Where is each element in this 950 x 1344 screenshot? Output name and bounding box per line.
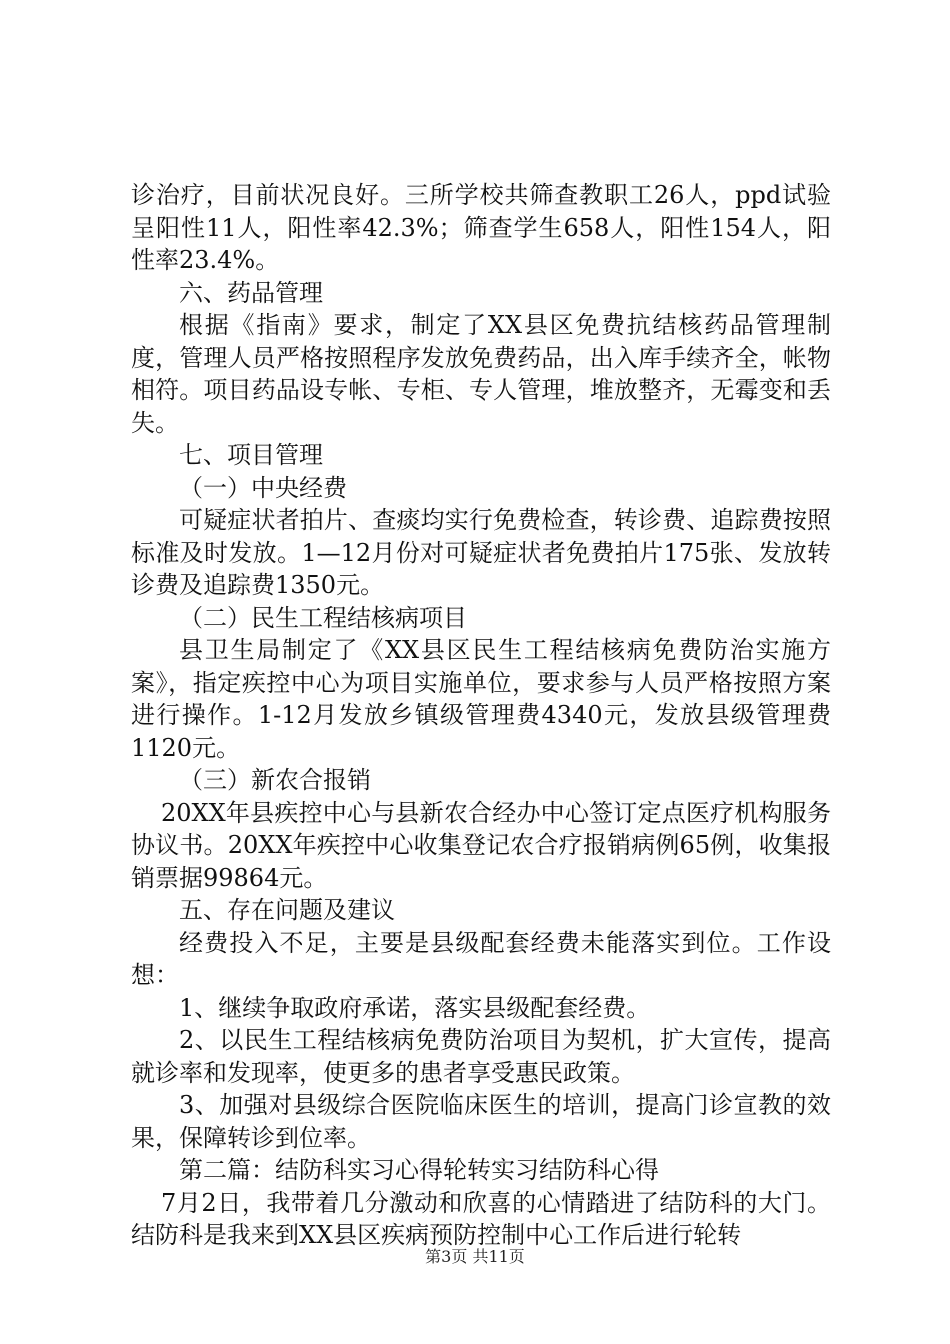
paragraph: 20XX年县疾控中心与县新农合经办中心签订定点医疗机构服务协议书。20XX年疾控中心收集登记农合疗报销病例65例，收集报销票据99864元。 xyxy=(131,798,831,892)
list-item: 3、加强对县级综合医院临床医生的培训，提高门诊宣教的效果，保障转诊到位率。 xyxy=(131,1091,831,1152)
section-heading-problems: 五、存在问题及建议 xyxy=(179,896,395,924)
paragraph: 7月2日，我带着几分激动和欣喜的心情踏进了结防科的大门。结防科是我来到XX县区疾病预防控制中心工作后进行轮转 xyxy=(131,1188,831,1249)
document-body xyxy=(131,179,831,1252)
list-item: 1、继续争取政府承诺，落实县级配套经费。 xyxy=(179,993,651,1022)
paragraph: 可疑症状者拍片、查痰均实行免费检查，转诊费、追踪费按照标准及时发放。1—12月份对可疑症状者免费拍片175张、发放转诊费及追踪费1350元。 xyxy=(131,506,831,599)
subheading-rural-insurance: （三）新农合报销 xyxy=(179,766,371,794)
list-item: 2、以民生工程结核病免费防治项目为契机，扩大宣传，提高就诊率和发现率，使更多的患者享受惠民政策。 xyxy=(131,1026,831,1087)
subheading-livelihood-project: （二）民生工程结核病项目 xyxy=(179,603,467,632)
page-number: 第3页 共11页 xyxy=(425,1247,525,1266)
section-heading-project-management: 七、项目管理 xyxy=(179,441,323,469)
paragraph: 诊治疗，目前状况良好。三所学校共筛查教职工26人，ppd试验呈阳性11人，阳性率42.3%；筛查学生658人，阳性154人，阳性率23.4%。 xyxy=(131,181,831,274)
paragraph: 县卫生局制定了《XX县区民生工程结核病免费防治实施方案》，指定疾控中心为项目实施单位，要求参与人员严格按照方案进行操作。1-12月发放乡镇级管理费4340元，发放县级管理费1120元。 xyxy=(131,636,831,762)
paragraph: 经费投入不足，主要是县级配套经费未能落实到位。工作设想： xyxy=(131,928,831,989)
paragraph: 根据《指南》要求，制定了XX县区免费抗结核药品管理制度，管理人员严格按照程序发放免费药品，出入库手续齐全，帐物相符。项目药品设专帐、专柜、专人管理，堆放整齐，无霉变和丢失。 xyxy=(131,311,831,437)
subheading-central-funding: （一）中央经费 xyxy=(179,473,347,502)
chapter-heading: 第二篇：结防科实习心得轮转实习结防科心得 xyxy=(179,1156,659,1184)
section-heading-drug-management: 六、药品管理 xyxy=(179,278,323,307)
